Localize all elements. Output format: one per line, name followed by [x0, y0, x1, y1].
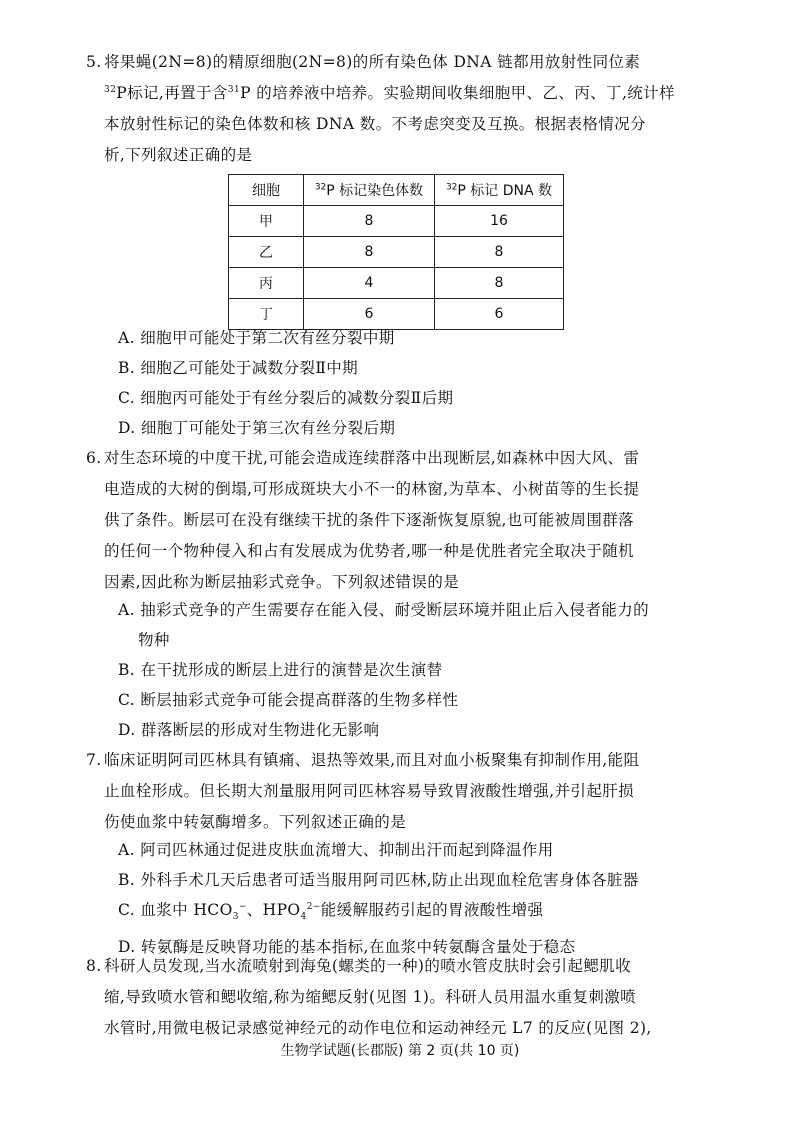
- option-a[interactable]: A. 阿司匹林通过促进皮肤血流增大、抑制出汗而起到降温作用: [118, 841, 554, 859]
- option-b[interactable]: B. 在干扰形成的断层上进行的演替是次生演替: [118, 661, 443, 679]
- option-a[interactable]: A. 抽彩式竞争的产生需要存在能入侵、耐受断层环境并阻止后入侵者能力的: [118, 601, 650, 619]
- isotope-mass: 32: [104, 84, 117, 95]
- question-text-line: 缩,导致喷水管和鳃收缩,称为缩鳃反射(见图 1)。科研人员用温水重复刺激喷: [104, 988, 637, 1006]
- question-text-line: 对生态环境的中度干扰,可能会造成连续群落中出现断层,如森林中因大风、雷: [104, 449, 640, 467]
- option-d[interactable]: D. 群落断层的形成对生物进化无影响: [118, 721, 380, 739]
- question-text-line: 临床证明阿司匹林具有镇痛、退热等效果,而且对血小板聚集有抑制作用,能阻: [104, 751, 640, 769]
- option-b[interactable]: B. 外科手术几天后患者可适当服用阿司匹林,防止出现血栓危害身体各脏器: [118, 871, 639, 889]
- question-5: [86, 47, 684, 171]
- table-cell: 4: [304, 268, 435, 299]
- question-text-line: 因素,因此称为断层抽彩式竞争。下列叙述错误的是: [104, 573, 460, 591]
- question-text-line: 的任何一个物种侵入和占有发展成为优势者,哪一种是优胜者完全取决于随机: [104, 542, 635, 560]
- option-a-continuation: 物种: [138, 631, 170, 649]
- table-cell: 8: [435, 268, 564, 299]
- question-7-options: [118, 835, 688, 962]
- option-a[interactable]: A. 细胞甲可能处于第二次有丝分裂中期: [118, 329, 395, 347]
- question-8: [86, 951, 684, 1044]
- page-footer: 生物学试题(长郡版) 第 2 页(共 10 页): [280, 1043, 520, 1059]
- question-number: 7.: [86, 751, 102, 769]
- question-6: [86, 443, 684, 598]
- table-header: $^{32}$P 标记染色体数: [304, 175, 435, 206]
- table-header: $^{32}$P 标记 DNA 数: [435, 175, 564, 206]
- question-text-line: 供了条件。断层可在没有继续干扰的条件下逐渐恢复原貌,也可能被周围群落: [104, 511, 635, 529]
- question-text-line: 析,下列叙述正确的是: [104, 146, 253, 164]
- table-cell: 16: [435, 206, 564, 237]
- table-cell: 6: [304, 299, 435, 330]
- option-d[interactable]: D. 细胞丁可能处于第三次有丝分裂后期: [118, 419, 396, 437]
- question-number: 6.: [86, 449, 102, 467]
- question-text-line: 本放射性标记的染色体数和核 DNA 数。不考虑突变及互换。根据表格情况分: [104, 115, 646, 133]
- table-header: 细胞: [229, 175, 304, 206]
- question-text-line: 将果蝇(2N=8)的精原细胞(2N=8)的所有染色体 DNA 链都用放射性同位素: [104, 53, 641, 71]
- question-text-line: 伤使血浆中转氨酶增多。下列叙述正确的是: [104, 813, 407, 831]
- question-number: 8.: [86, 957, 102, 975]
- question-text-line: 科研人员发现,当水流喷射到海兔(螺类的一种)的喷水管皮肤时会引起鳃肌收: [104, 957, 632, 975]
- option-c[interactable]: C. 断层抽彩式竞争可能会提高群落的生物多样性: [118, 691, 459, 709]
- question-text-line: 水管时,用微电极记录感觉神经元的动作电位和运动神经元 L7 的反应(见图 2),: [104, 1019, 652, 1037]
- option-c[interactable]: C. 细胞丙可能处于有丝分裂后的减数分裂Ⅱ后期: [118, 389, 454, 407]
- question-number: 5.: [86, 53, 102, 71]
- option-b[interactable]: B. 细胞乙可能处于减数分裂Ⅱ中期: [118, 359, 359, 377]
- question-text-line: 电造成的大树的倒塌,可形成斑块大小不一的林窗,为草本、小树苗等的生长提: [104, 480, 640, 498]
- table-row: [229, 206, 564, 237]
- table-cell: 8: [304, 237, 435, 268]
- table-cell: 甲: [229, 206, 304, 237]
- table-cell: 8: [304, 206, 435, 237]
- table-cell: 6: [435, 299, 564, 330]
- table-row: [229, 268, 564, 299]
- question-text-line: $^{32}$P标记,再置于含$^{31}$P 的培养液中培养。实验期间收集细胞甲、乙、丙、丁,统计样: [104, 84, 675, 102]
- question-7: [86, 745, 684, 838]
- question-6-options: [118, 595, 688, 745]
- question-5-options: [118, 323, 688, 443]
- table-cell: 乙: [229, 237, 304, 268]
- data-table: [228, 174, 564, 330]
- table-cell: 8: [435, 237, 564, 268]
- table-cell: 丁: [229, 299, 304, 330]
- option-c[interactable]: C. 血浆中 $HCO_3^-$、$HPO_4^{2-}$能缓解服药引起的胃液酸性增强: [118, 901, 544, 923]
- option-d[interactable]: D. 转氨酶是反映肾功能的基本指标,在血浆中转氨酶含量处于稳态: [118, 938, 576, 957]
- table-cell: 丙: [229, 268, 304, 299]
- isotope-mass: 31: [227, 84, 241, 95]
- question-text-line: 止血栓形成。但长期大剂量服用阿司匹林容易导致胃液酸性增强,并引起肝损: [104, 782, 635, 800]
- table-row: [229, 237, 564, 268]
- table-header-row: [229, 175, 564, 206]
